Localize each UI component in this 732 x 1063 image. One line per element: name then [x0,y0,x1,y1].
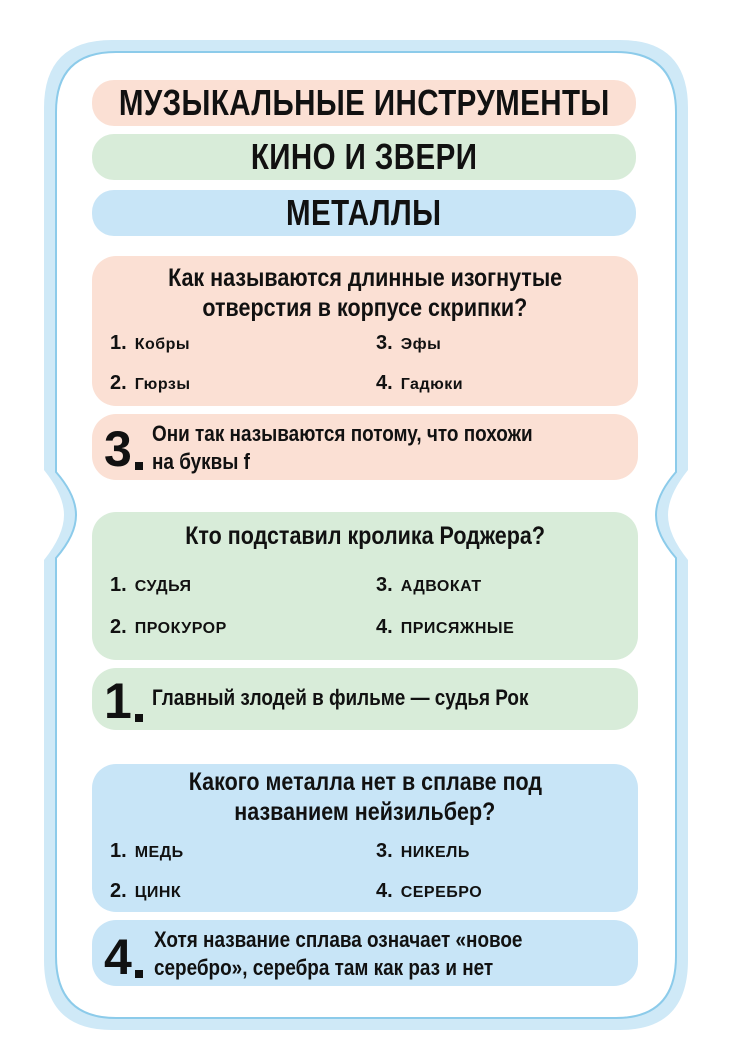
answer-box-movies [92,668,638,730]
answer-text [154,926,582,954]
question-text [92,766,638,799]
option-1[interactable]: 1. МЕДЬ [110,840,184,862]
header-music [92,80,636,126]
option-1[interactable]: 1. СУДЬЯ [110,574,192,596]
question-line-1: Как называются длинные изогнутые [167,264,563,292]
option-2[interactable]: 2. ПРОКУРОР [110,616,227,638]
answer-line-1: Хотя название сплава означает «новое [154,927,523,952]
header-metals-label: МЕТАЛЛЫ [286,192,442,233]
answer-line-1: Главный злодей в фильме — судья Рок [152,685,529,710]
question-text [92,796,638,829]
answer-box-music [92,414,638,480]
option-4[interactable]: 4. ПРИСЯЖНЫЕ [376,616,515,638]
question-box-music [92,256,638,406]
header-music-label: МУЗЫКАЛЬНЫЕ ИНСТРУМЕНТЫ [118,82,610,123]
question-line-1: Какого металла нет в сплаве под [188,768,542,796]
answer-number: 3 [104,421,132,477]
answer-box-metals [92,920,638,986]
question-line-2: отверстия в корпусе скрипки? [202,294,528,322]
answer-line-1: Они так называются потому, что похожи [152,421,533,446]
answer-number: 1 [104,673,132,729]
option-2[interactable]: 2. Гюрзы [110,372,191,394]
answer-text [152,420,595,448]
question-text [92,520,638,553]
answer-number: 4 [104,929,132,985]
option-3[interactable]: 3. АДВОКАТ [376,574,482,596]
header-movies-label: КИНО И ЗВЕРИ [250,136,478,177]
header-movies [92,134,636,180]
header-metals [92,190,636,236]
question-box-metals [92,764,638,912]
answer-text [152,448,266,476]
question-line-2: названием нейзильбер? [234,798,496,826]
option-1[interactable]: 1. Кобры [110,332,191,354]
option-4[interactable]: 4. Гадюки [376,372,464,394]
question-text [92,262,638,295]
option-4[interactable]: 4. СЕРЕБРО [376,880,483,902]
answer-text [152,684,590,712]
question-line-1: Кто подставил кролика Роджера? [185,522,545,550]
answer-dot [135,462,143,470]
answer-line-2: серебро», серебра там как раз и нет [154,955,494,980]
answer-dot [135,970,143,978]
answer-line-2: на буквы f [152,449,250,474]
option-3[interactable]: 3. Эфы [376,332,442,354]
option-3[interactable]: 3. НИКЕЛЬ [376,840,470,862]
answer-dot [135,714,143,722]
answer-text [154,954,548,982]
question-box-movies [92,512,638,660]
option-2[interactable]: 2. ЦИНК [110,880,182,902]
question-text [92,292,638,325]
